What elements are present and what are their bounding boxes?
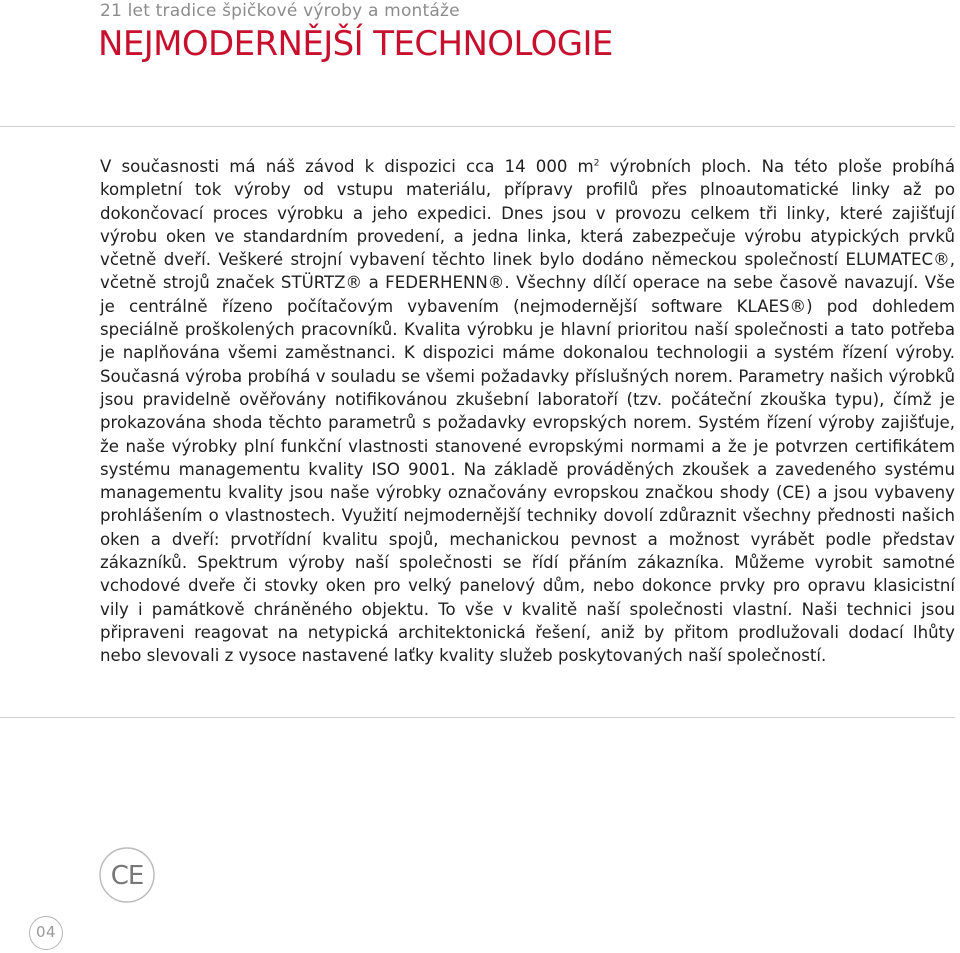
superscript-2: 2 — [593, 158, 600, 169]
header-subtitle: 21 let tradice špičkové výroby a montáže — [100, 1, 460, 21]
body-intro: V současnosti má náš závod k dispozici cca 14 000 m — [100, 157, 594, 176]
page-number: 04 — [29, 916, 63, 950]
top-divider — [0, 126, 955, 127]
body-main: výrobních ploch. Na této ploše probíhá kompletní tok výroby od vstupu materiálu, přípravy profilů přes plnoautomatické linky až po dokončovací proces výrobku a jeho expedici. Dnes jsou v provozu celkem tři linky, které zajišťují výrobu oken ve standardním provedení, a jedna linka, která zabezpečuje výrobu atypických prvků včetně dveří. Veškeré strojní vybavení těchto linek bylo dodáno německou společností ELUMATEC®, včetně strojů značek STÜRTZ® a FEDERHENN®. Všechny dílčí operace na sebe časově navazují. Vše je centrálně řízeno počítačovým vybavením (nejmodernější software KLAES®) pod dohledem speciálně proškolených pracovníků. Kvalita výrobku je hlavní prioritou naší společnosti a tato potřeba je naplňována všemi zaměstnanci. K dispozici máme dokonalou technologii a systém řízení výroby. Současná výroba probíhá v souladu se všemi požadavky příslušných norem. Parametry našich výrobků jsou pravidelně ověřovány notifikovánou zkušební laboratoří (tzv. počáteční zkouška typu), čímž je prokazována shoda těchto parametrů s požadavky evropských norem. Systém řízení výroby zajišťuje, že naše výrobky plní funkční vlastnosti stanovené evropskými normami a že je potvrzen certifikátem systému managementu kvality ISO 9001. Na základě prováděných zkoušek a zavedeného systému managementu kvality jsou naše výrobky označovány evropskou značkou shody (CE) a jsou vybaveny prohlášením o vlastnostech. Využití nejmodernější techniky dovolí zdůraznit všechny přednosti našich oken a dveří: prvotřídní kvalitu spojů, mechanickou pevnost a možnost vyrábět podle představ zákazníků. Spektrum výroby naší společnosti se řídí přáním zákazníka. Můžeme vyrobit samotné vchodové dveře či stovky oken pro velký panelový dům, nebo dokonce prvky pro opravu klasicistní vily i památkově chráněného objektu. To vše v kvalitě naší společnosti vlastní. Naši technici jsou připraveni reagovat na netypická architektonická řešení, aniž by přitom prodlužovali dodací lhůty nebo slevovali z vysoce nastavené laťky kvality služeb poskytovaných naší společností. — [100, 157, 955, 666]
body-paragraph — [100, 155, 955, 668]
ce-mark-icon — [98, 846, 156, 904]
page-title: NEJMODERNĚJŠÍ TECHNOLOGIE — [98, 24, 613, 64]
bottom-divider — [0, 717, 955, 718]
ce-mark-text: CE — [110, 861, 144, 891]
